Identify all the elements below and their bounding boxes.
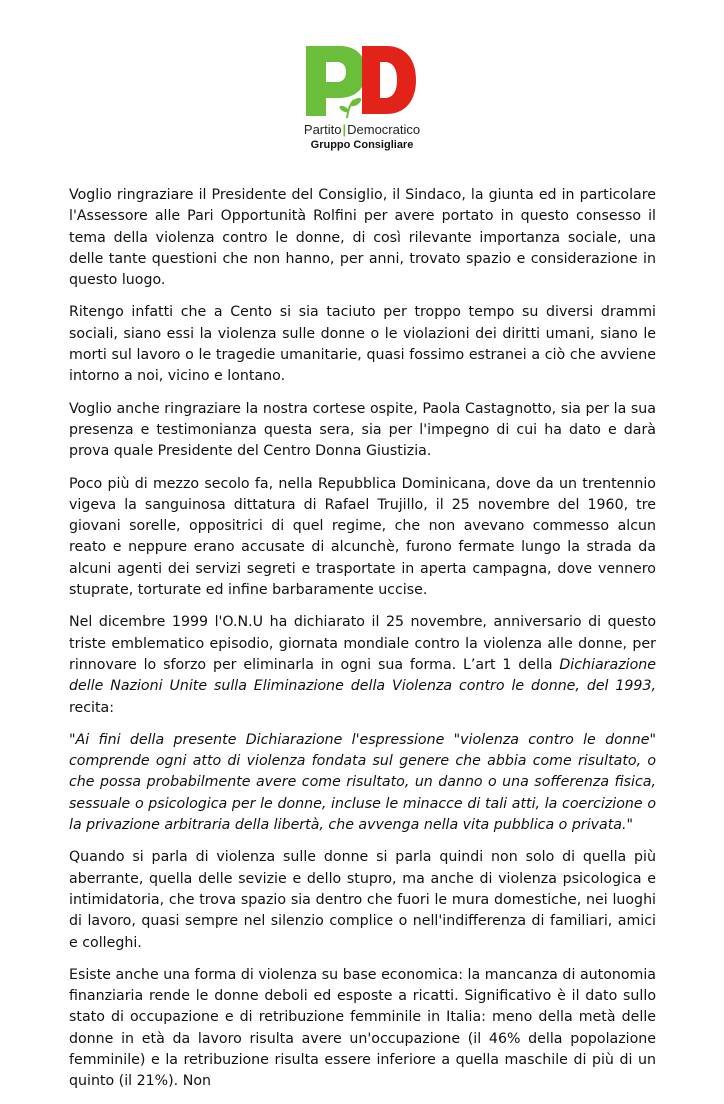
party-separator: | xyxy=(342,122,347,137)
group-name: Gruppo Consigliare xyxy=(310,139,414,151)
onu-text-after: recita: xyxy=(69,699,115,716)
paragraph-5: Quando si parla di violenza sulle donne si parla quindi non solo di quella più aberrante, quella delle sevizie e dello stupro, ma anche di violenza psicologica e intimidatoria, che trova spazio sia dentro che fuori le mura domestiche, nei luoghi di lavoro, quasi sempre nel silenzio complice o nell'indifferenza di familiari, amici e colleghi. xyxy=(69,849,656,951)
onu-text-before: Nel dicembre 1999 l'O.N.U ha dichiarato il 25 novembre, anniversario di questo triste emblematico episodio, giornata mondiale contro la violenza alle donne, per rinnovare lo sforzo per eliminarla in ogni sua forma. L’art 1 della xyxy=(69,614,656,673)
paragraph-3: Voglio anche ringraziare la nostra cortese ospite, Paola Castagnotto, sia per la sua presenza e testimonianza questa sera, sia per l'impegno di cui ha dato e darà prova quale Presidente del Centro Donna Giustizia. xyxy=(69,400,656,460)
declaration-quote: "Ai fini della presente Dichiarazione l'espressione "violenza contro le donne" comprende ogni atto di violenza fondata sul genere che abbia come risultato, o che possa probabilmente avere come risultato, un danno o una sofferenza fisica, sessuale o psicologica per le donne, incluse le minacce di tali atti, la coercizione o la privazione arbitraria della libertà, che avvenga nella vita pubblica o privata." xyxy=(69,731,656,834)
paragraph-4: Poco più di mezzo secolo fa, nella Repubblica Dominicana, dove da un trentennio vigeva la sanguinosa dittatura di Rafael Trujillo, il 25 novembre del 1960, tre giovani sorelle, oppositrici di quel regime, che non avevano commesso alcun reato e neppure erano accusate di alcunchè, furono fermate lungo la strada da alcuni agenti dei servizi segreti e trasportate in aperta campagna, dove vennero stuprate, torturate ed infine barbaramente uccise. xyxy=(69,475,656,599)
paragraph-onu xyxy=(69,612,656,718)
quote-paragraph xyxy=(69,730,656,836)
party-name-right: Democratico xyxy=(347,122,421,137)
logo-letter-p xyxy=(306,46,366,116)
party-name xyxy=(0,122,724,137)
page-header xyxy=(0,0,724,170)
paragraph-2: Ritengo infatti che a Cento si sia taciuto per troppo tempo su diversi drammi sociali, siano essi la violenza sulle donne o le violazioni dei diritti umani, siano le morti sul lavoro o le tragedie umanitarie, quasi fossimo estranei a ciò che avviene intorno a noi, vicino e lontano. xyxy=(69,304,656,385)
pd-logo xyxy=(306,44,420,130)
onu-declaration-title: Dichiarazione delle Nazioni Unite sulla Eliminazione della Violenza contro le donne, del 1993, xyxy=(69,656,656,695)
paragraph-1: Voglio ringraziare il Presidente del Consiglio, il Sindaco, la giunta ed in particolare l'Assessore alle Pari Opportunità Rolfini per avere portato in questo consesso il tema della violenza contro le donne, di così rilevante importanza sociale, una delle tante questioni che non hanno, per anni, trovato spazio e considerazione in questo luogo. xyxy=(69,187,656,289)
document-body xyxy=(69,185,656,1104)
party-name-left: Partito xyxy=(303,122,342,137)
logo-letter-d xyxy=(362,46,416,114)
paragraph-6: Esiste anche una forma di violenza su base economica: la mancanza di autonomia finanziaria rende le donne deboli ed esposte a ricatti. Significativo è il dato sullo stato di occupazione e di retribuzione femminile in Italia: meno della metà delle donne in età da lavoro risulta avere un'occupazione (il 46% della popolazione femminile) e la retribuzione risulta essere inferiore a quella maschile di più di un quinto (il 21%). Non xyxy=(69,966,656,1090)
